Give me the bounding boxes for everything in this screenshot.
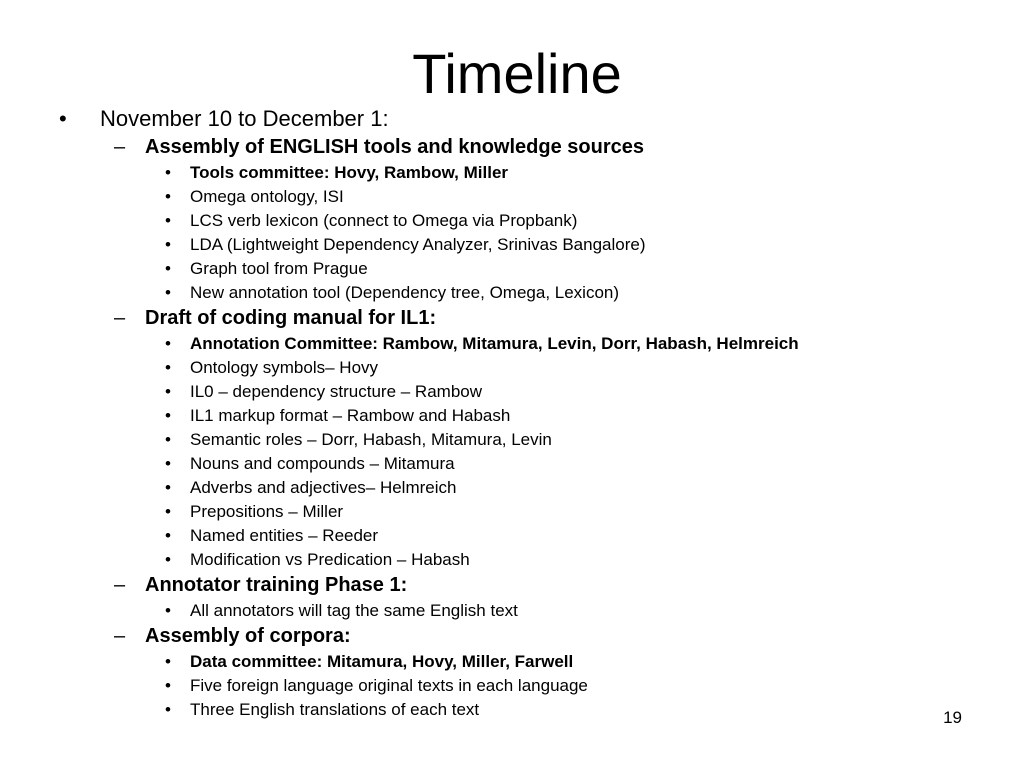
dash-marker: –: [114, 625, 126, 647]
section-heading: [0, 305, 1024, 332]
sub-bullet-text: LDA (Lightweight Dependency Analyzer, Srinivas Bangalore): [190, 235, 646, 254]
sub-bullet-text: Modification vs Predication – Habash: [190, 550, 470, 569]
sub-bullet: [0, 233, 1024, 257]
bullet-marker: •: [165, 478, 171, 497]
bullet-marker: •: [165, 259, 171, 278]
dash-marker: –: [114, 574, 126, 596]
section-heading: [0, 134, 1024, 161]
sub-bullet: [0, 356, 1024, 380]
sub-bullet: [0, 281, 1024, 305]
sub-bullet-text: Graph tool from Prague: [190, 259, 368, 278]
bullet-marker: •: [165, 454, 171, 473]
bullet-marker: •: [165, 358, 171, 377]
sub-bullet: [0, 209, 1024, 233]
sub-bullet-text: New annotation tool (Dependency tree, Omega, Lexicon): [190, 283, 620, 302]
page-number: 19: [943, 708, 962, 727]
sections: [0, 134, 1024, 722]
section-heading: [0, 623, 1024, 650]
bullet-marker: •: [165, 430, 171, 449]
sub-bullet-text: Named entities – Reeder: [190, 526, 379, 545]
bullet-marker: •: [165, 601, 171, 620]
sub-bullet-text: Annotation Committee: Rambow, Mitamura, Levin, Dorr, Habash, Helmreich: [190, 334, 799, 353]
sub-bullet-text: Semantic roles – Dorr, Habash, Mitamura, Levin: [190, 430, 552, 449]
bullet-marker: •: [165, 502, 171, 521]
bullet-marker: •: [165, 235, 171, 254]
bullet-marker: •: [165, 676, 171, 695]
sub-bullet-text: LCS verb lexicon (connect to Omega via Propbank): [190, 211, 578, 230]
section-heading-text: Assembly of corpora:: [145, 625, 351, 647]
sub-bullet: [0, 599, 1024, 623]
top-bullet: [0, 104, 1024, 134]
slide-title: Timeline: [412, 42, 622, 105]
section-heading-text: Draft of coding manual for IL1:: [145, 307, 437, 329]
sub-bullet: [0, 548, 1024, 572]
sub-bullet-text: Nouns and compounds – Mitamura: [190, 454, 455, 473]
sub-bullet-text: All annotators will tag the same English text: [190, 601, 518, 620]
bullet-marker: •: [165, 700, 171, 719]
sub-bullet-text: Adverbs and adjectives– Helmreich: [190, 478, 457, 497]
sub-bullet-text: Prepositions – Miller: [190, 502, 344, 521]
bullet-marker: •: [165, 526, 171, 545]
bullet-marker: •: [165, 406, 171, 425]
sub-bullet: [0, 428, 1024, 452]
bullet-marker: •: [59, 106, 67, 131]
sub-bullet: [0, 161, 1024, 185]
sub-bullet: [0, 650, 1024, 674]
sub-bullet: [0, 698, 1024, 722]
sub-bullet: [0, 257, 1024, 281]
bullet-marker: •: [165, 283, 171, 302]
section-heading-text: Assembly of ENGLISH tools and knowledge sources: [145, 136, 644, 158]
dash-marker: –: [114, 307, 126, 329]
section-heading-text: Annotator training Phase 1:: [145, 574, 408, 596]
sub-bullet: [0, 452, 1024, 476]
sub-bullet-text: IL0 – dependency structure – Rambow: [190, 382, 483, 401]
bullet-marker: •: [165, 211, 171, 230]
bullet-marker: •: [165, 652, 171, 671]
sub-bullet: [0, 674, 1024, 698]
bullet-marker: •: [165, 187, 171, 206]
outline: [0, 104, 1024, 722]
sub-bullet: [0, 185, 1024, 209]
sub-bullet-text: Three English translations of each text: [190, 700, 480, 719]
bullet-marker: •: [165, 334, 171, 353]
bullet-marker: •: [165, 550, 171, 569]
section-heading: [0, 572, 1024, 599]
sub-bullet: [0, 332, 1024, 356]
sub-bullet-text: IL1 markup format – Rambow and Habash: [190, 406, 511, 425]
sub-bullet: [0, 500, 1024, 524]
top-bullet-text: November 10 to December 1:: [100, 106, 389, 131]
sub-bullet-text: Omega ontology, ISI: [190, 187, 344, 206]
sub-bullet-text: Five foreign language original texts in each language: [190, 676, 588, 695]
dash-marker: –: [114, 136, 126, 158]
sub-bullet-text: Ontology symbols– Hovy: [190, 358, 379, 377]
sub-bullet-text: Tools committee: Hovy, Rambow, Miller: [190, 163, 509, 182]
bullet-marker: •: [165, 163, 171, 182]
sub-bullet: [0, 380, 1024, 404]
sub-bullet: [0, 524, 1024, 548]
bullet-marker: •: [165, 382, 171, 401]
sub-bullet: [0, 476, 1024, 500]
sub-bullet: [0, 404, 1024, 428]
sub-bullet-text: Data committee: Mitamura, Hovy, Miller, Farwell: [190, 652, 574, 671]
